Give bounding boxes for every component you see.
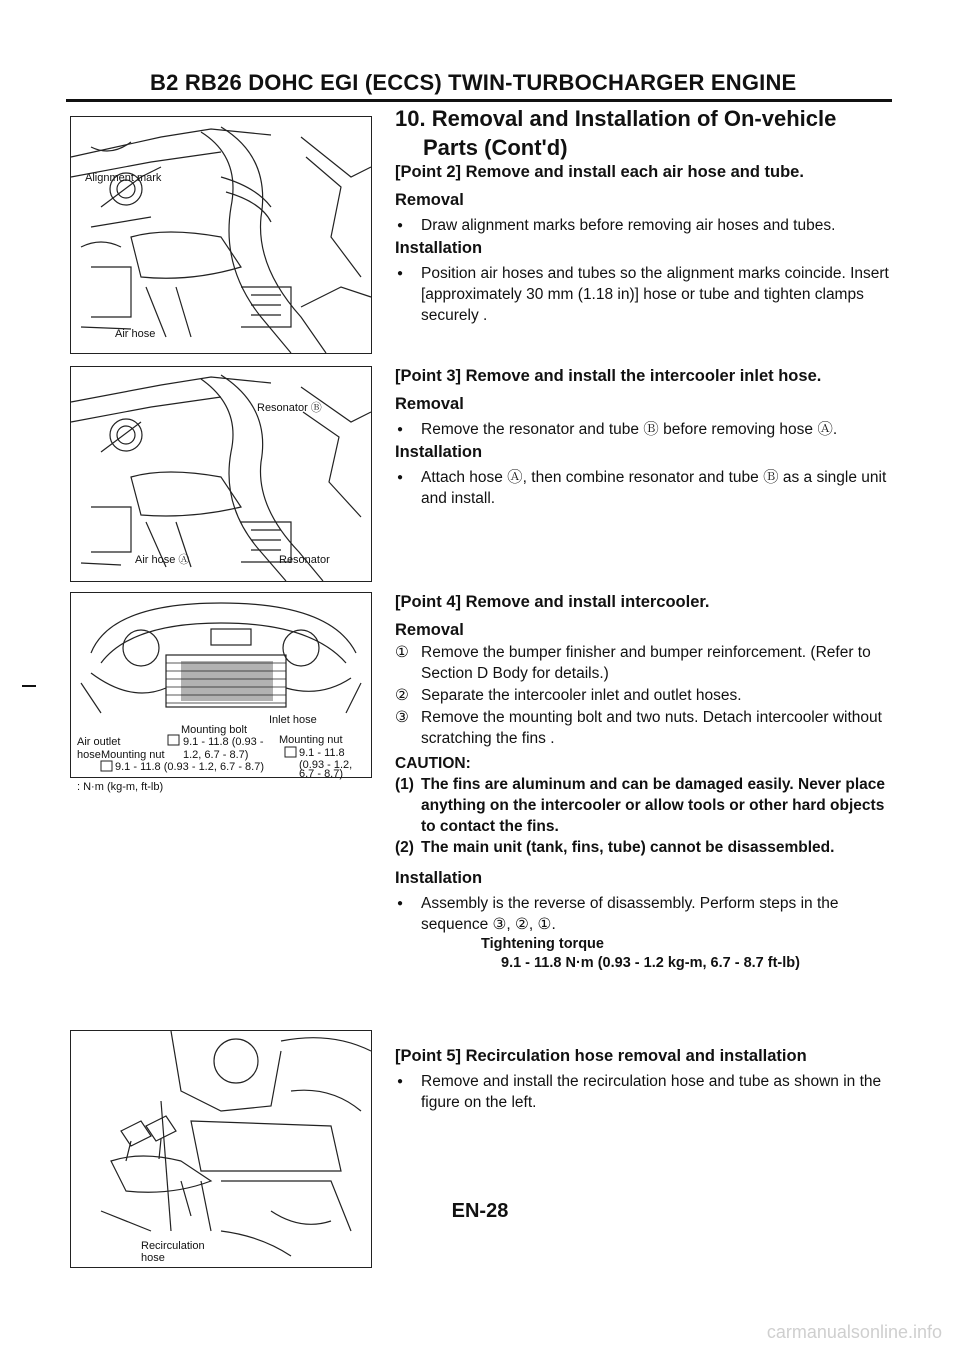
point4-title: [Point 4] Remove and install intercooler. xyxy=(395,593,710,611)
label-air-hose: Air hose xyxy=(115,328,156,340)
point4-installation-heading: Installation xyxy=(395,869,483,887)
caution-2 xyxy=(395,837,900,858)
point3-title: [Point 3] Remove and install the intercooler inlet hose. xyxy=(395,367,822,385)
caution-heading: CAUTION: xyxy=(395,755,471,772)
label-air-outlet: Air outlet xyxy=(77,736,121,748)
figure-resonator-drawing xyxy=(71,367,371,581)
point5-block xyxy=(395,1046,900,1113)
caution-1 xyxy=(395,774,900,837)
label-torque-b: 1.2, 6.7 - 8.7) xyxy=(183,749,249,761)
step-number: ① xyxy=(395,644,409,661)
caution-number: (1) xyxy=(395,776,414,793)
point3-removal-bullet: ● Remove the resonator and tube Ⓑ before removing hose Ⓐ. xyxy=(395,419,900,440)
point3-installation-bullet: ● Attach hose Ⓐ, then combine resonator and tube Ⓑ as a single unit and install. xyxy=(395,467,900,509)
figure-recirculation-drawing xyxy=(71,1031,371,1267)
point2-installation-heading: Installation xyxy=(395,239,483,257)
step-text: Remove the bumper finisher and bumper reinforcement. (Refer to Section D Body for details.) xyxy=(421,644,871,682)
step-text: Remove the mounting bolt and two nuts. Detach intercooler without scratching the fins . xyxy=(421,709,882,747)
point2-block xyxy=(395,162,900,326)
label-torque-c: 9.1 - 11.8 (0.93 - 1.2, 6.7 - 8.7) xyxy=(115,761,264,773)
label-resonator: Resonator xyxy=(279,554,330,566)
tightening-torque xyxy=(395,935,900,973)
point5-bullet: ● Remove and install the recirculation hose and tube as shown in the figure on the left. xyxy=(395,1071,900,1113)
caution-text: The main unit (tank, fins, tube) cannot be disassembled. xyxy=(421,839,835,856)
point4-block xyxy=(395,592,900,973)
torque-icon xyxy=(168,735,179,745)
point2-installation-bullet: ● Position air hoses and tubes so the alignment marks coincide. Insert [approximately 30 mm (1.18 in)] hose or tube and tighten clamps securely . xyxy=(395,263,900,326)
point4-step-3 xyxy=(395,707,900,749)
label-recirculation: Recirculation xyxy=(141,1240,205,1252)
point4-installation-bullet: ● Assembly is the reverse of disassembly. Perform steps in the sequence ③, ②, ①. xyxy=(395,893,900,935)
caution-number: (2) xyxy=(395,839,414,856)
label-recirculation-hose: hose xyxy=(141,1252,165,1264)
intercooler-fins xyxy=(181,661,273,701)
point4-removal-heading: Removal xyxy=(395,621,464,639)
section-title xyxy=(395,104,895,162)
label-torque-a: 9.1 - 11.8 (0.93 - xyxy=(183,736,264,748)
point2-title: [Point 2] Remove and install each air hose and tube. xyxy=(395,163,804,181)
torque-value: 9.1 - 11.8 N·m (0.93 - 1.2 kg-m, 6.7 - 8.7 ft-lb) xyxy=(501,955,800,971)
point4-step-1 xyxy=(395,642,900,684)
label-mounting-bolt: Mounting bolt xyxy=(181,724,248,736)
torque-unit-legend xyxy=(77,781,163,793)
point3-installation-heading: Installation xyxy=(395,443,483,461)
step-number: ② xyxy=(395,687,409,704)
page-header: B2 RB26 DOHC EGI (ECCS) TWIN-TURBOCHARGER ENGINE xyxy=(150,70,797,95)
header-rule xyxy=(66,99,892,102)
step-text: Separate the intercooler inlet and outlet hoses. xyxy=(421,687,742,704)
point5-title: [Point 5] Recirculation hose removal and installation xyxy=(395,1047,807,1065)
label-mounting-nut-left: Mounting nut xyxy=(101,749,165,761)
point3-block xyxy=(395,366,900,509)
torque-label: Tightening torque xyxy=(481,936,604,952)
figure-resonator-hose xyxy=(70,366,372,582)
figure-recirculation-hose xyxy=(70,1030,372,1268)
point3-removal-heading: Removal xyxy=(395,395,464,413)
label-resonator-b: Resonator Ⓑ xyxy=(257,402,322,414)
torque-icon xyxy=(101,761,112,771)
caution-text: The fins are aluminum and can be damaged easily. Never place anything on the intercooler or allow tools or other hard objects to contact the fins. xyxy=(421,776,886,835)
figure-air-hose-alignment xyxy=(70,116,372,354)
figure-intercooler xyxy=(70,592,372,793)
margin-dash xyxy=(22,685,36,687)
label-torque-r2: (0.93 - 1.2, xyxy=(299,759,353,771)
page-number: EN-28 xyxy=(451,1200,509,1222)
watermark: carmanualsonline.info xyxy=(766,1322,942,1342)
torque-icon xyxy=(285,747,296,757)
figure-air-hose-drawing xyxy=(71,117,371,353)
unit-text: : N·m (kg-m, ft-lb) xyxy=(77,781,164,793)
point4-step-2 xyxy=(395,685,900,706)
section-title-line1: 10. Removal and Installation of On-vehicle xyxy=(395,106,837,131)
label-torque-r1: 9.1 - 11.8 xyxy=(299,747,345,759)
label-alignment-mark: Alignment mark xyxy=(85,172,162,184)
label-torque-r3: 6.7 - 8.7) xyxy=(299,768,344,780)
figure-intercooler-drawing xyxy=(71,593,371,780)
label-air-hose-a: Air hose Ⓐ xyxy=(135,554,190,566)
label-hose: hose xyxy=(77,749,101,761)
point2-removal-bullet: ● Draw alignment marks before removing air hoses and tubes. xyxy=(395,215,900,236)
label-mounting-nut-right: Mounting nut xyxy=(279,734,343,746)
section-title-line2: Parts (Cont'd) xyxy=(423,135,568,160)
point2-removal-heading: Removal xyxy=(395,191,464,209)
label-inlet-hose: Inlet hose xyxy=(269,714,317,726)
step-number: ③ xyxy=(395,709,409,726)
